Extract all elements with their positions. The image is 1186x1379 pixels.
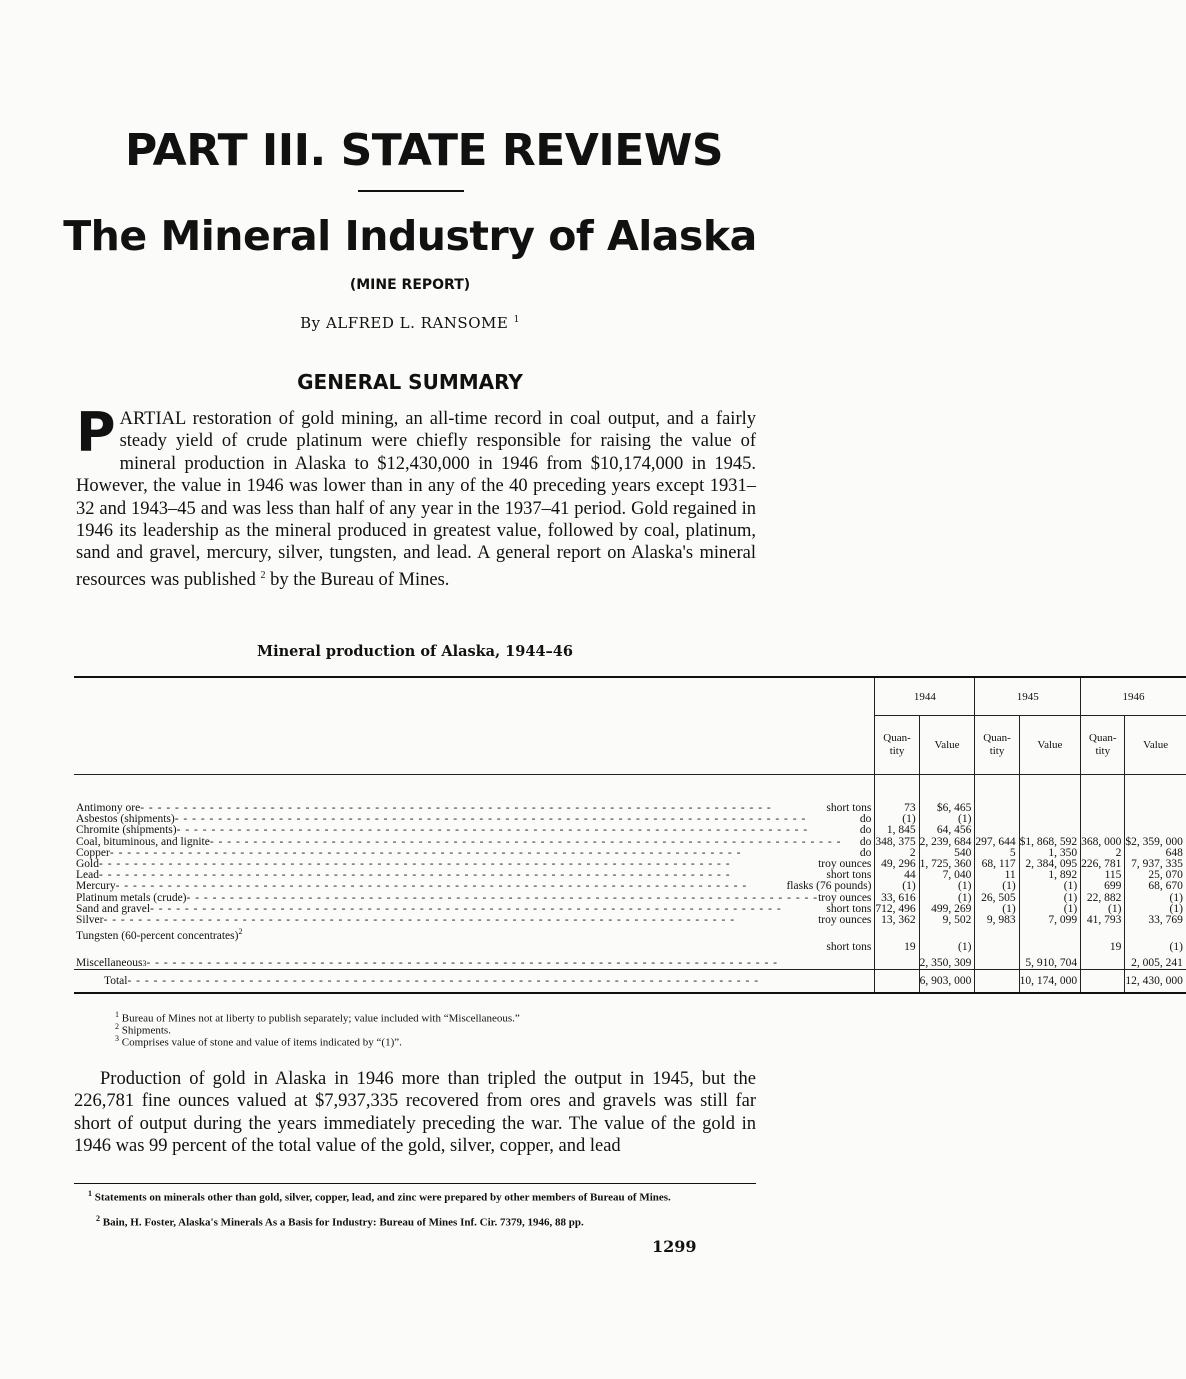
table-cell: (1): [919, 893, 975, 904]
row-unit: short tons: [826, 941, 872, 954]
table-cell: 648: [1125, 848, 1186, 859]
page-number: 1299: [652, 1237, 697, 1256]
page-footnote: $^1$ Statements on minerals other than gold, silver, copper, lead, and zinc were prepared by other members of Bureau of Mines.: [88, 1189, 671, 1204]
table-row: [74, 926, 1186, 942]
table-cell: [975, 953, 1019, 970]
row-label: [74, 915, 875, 926]
table-cell: 41, 793: [1081, 915, 1125, 926]
table-cell: [1019, 814, 1081, 825]
table-cell: (1): [919, 942, 975, 953]
value-header: Value: [1125, 716, 1186, 775]
row-label: [74, 926, 875, 942]
table-cell: 26, 505: [975, 893, 1019, 904]
table-cell: 2, 384, 095: [1019, 859, 1081, 870]
row-name: Lead: [76, 869, 99, 882]
table-cell: 1, 725, 360: [919, 859, 975, 870]
table-row: [74, 915, 1186, 926]
row-unit: short tons: [826, 869, 872, 882]
table-cell: 712, 496: [875, 904, 919, 915]
byline-author: ALFRED L. RANSOME: [325, 314, 509, 332]
table-footnote: $^1$ Bureau of Mines not at liberty to publish separately; value included with “Miscellaneous.”: [115, 1010, 520, 1025]
footnote-divider: [74, 1183, 756, 1184]
table-cell: (1): [975, 881, 1019, 892]
row-unit: troy ounces: [818, 914, 872, 927]
table-cell: [975, 970, 1019, 994]
table-cell: 9, 502: [919, 915, 975, 926]
table-cell: 19: [875, 942, 919, 953]
table-cell: [975, 814, 1019, 825]
row-name: Tungsten (60-percent concentrates): [76, 930, 239, 943]
table-cell: (1): [1125, 904, 1186, 915]
table-cell: [1125, 825, 1186, 836]
table-cell: 540: [919, 848, 975, 859]
table-cell: (1): [975, 904, 1019, 915]
table-cell: (1): [1125, 893, 1186, 904]
value-header: Value: [1019, 716, 1081, 775]
table-row: [74, 775, 1186, 815]
row-name: Miscellaneous: [76, 957, 143, 970]
table-cell: 1, 892: [1019, 870, 1081, 881]
row-label: [74, 775, 875, 815]
row-unit: do: [859, 813, 872, 826]
table-cell: 2, 350, 309: [919, 953, 975, 970]
table-row: [74, 942, 1186, 953]
table-cell: [875, 953, 919, 970]
intro-text: ARTIAL restoration of gold mining, an all-time record in coal output, and a fairly steady yield of crude platinum were chiefly responsible for raising the value of mineral production in Alaska to $12,430,000 in 1946 from $10,174,000 in 1945. However, the value in 1946 was lower than in any of the 40 preceding years except 1931–32 and 1943–45 and was less than half of any year in the 1937–41 period. Gold regained in 1946 its leadership as the mineral produced in greatest value, followed by coal, platinum, sand and gravel, mercury, silver, tungsten, and lead. A general report on Alaska's mineral resources was published: [76, 409, 756, 590]
table-cell: 1, 845: [875, 825, 919, 836]
row-name: Chromite (shipments): [76, 824, 177, 837]
table-cell: 25, 070: [1125, 870, 1186, 881]
row-name: Mercury: [76, 880, 116, 893]
table-cell: [975, 825, 1019, 836]
row-unit: short tons: [826, 902, 872, 915]
table-cell: [1125, 775, 1186, 815]
row-unit: flasks (76 pounds): [786, 880, 872, 893]
table-cell: 5, 910, 704: [1019, 953, 1081, 970]
row-name: Platinum metals (crude): [76, 891, 187, 904]
table-footnote: $^3$ Comprises value of stone and value of items indicated by “(1)”.: [115, 1034, 402, 1049]
table-cell: 7, 040: [919, 870, 975, 881]
row-name: Asbestos (shipments): [76, 813, 175, 826]
table-cell: (1): [875, 814, 919, 825]
table-cell: [919, 926, 975, 942]
table-cell: 2, 005, 241: [1125, 953, 1186, 970]
table-cell: 2: [1081, 848, 1125, 859]
table-footnote: $^2$ Shipments.: [115, 1022, 171, 1037]
table-cell: 2, 239, 684: [919, 837, 975, 848]
table-cell: [1081, 814, 1125, 825]
byline-prefix: By: [300, 314, 321, 332]
table-cell: 1, 350: [1019, 848, 1081, 859]
table-cell: (1): [1081, 904, 1125, 915]
table-cell: [1125, 926, 1186, 942]
part-title: PART III. STATE REVIEWS: [124, 125, 724, 176]
section-heading: GENERAL SUMMARY: [297, 370, 523, 394]
table-cell: 73: [875, 775, 919, 815]
row-unit: do: [859, 835, 872, 848]
table-cell: 6, 903, 000: [919, 970, 975, 994]
year-header: 1945: [975, 677, 1081, 716]
table-cell: [1019, 825, 1081, 836]
table-cell: [1019, 942, 1081, 953]
table-cell: 699: [1081, 881, 1125, 892]
row-name: Gold: [76, 858, 99, 871]
header-blank: [74, 677, 875, 775]
table-cell: 7, 937, 335: [1125, 859, 1186, 870]
table-cell: $1, 868, 592: [1019, 837, 1081, 848]
table-cell: 5: [975, 848, 1019, 859]
table-cell: 2: [875, 848, 919, 859]
table-cell: 64, 456: [919, 825, 975, 836]
table-cell: 10, 174, 000: [1019, 970, 1081, 994]
row-label: [74, 942, 875, 953]
year-header: 1946: [1081, 677, 1186, 716]
table-cell: (1): [919, 881, 975, 892]
byline-footnote-mark: 1: [513, 315, 520, 325]
row-label: [74, 953, 875, 970]
row-unit: troy ounces: [818, 858, 872, 871]
byline: [0, 314, 820, 332]
row-name: Copper: [76, 846, 110, 859]
table-cell: 226, 781: [1081, 859, 1125, 870]
row-name: Sand and gravel: [76, 902, 151, 915]
table-cell: (1): [875, 881, 919, 892]
row-footnote-mark: 2: [238, 927, 243, 937]
quantity-header: Quan- tity: [975, 716, 1019, 775]
table-cell: [975, 775, 1019, 815]
article-subtitle: (MINE REPORT): [349, 277, 471, 293]
table-cell: 68, 670: [1125, 881, 1186, 892]
body-paragraph: Production of gold in Alaska in 1946 more than tripled the output in 1945, but the 226,781 fine ounces valued at $7,937,335 recovered from ores and gravels was still far short of output during the years immediately preceding the war. The value of the gold in 1946 was 99 percent of the total value of the gold, silver, copper, and lead: [74, 1069, 756, 1157]
table-cell: 44: [875, 870, 919, 881]
drop-cap: P: [76, 401, 116, 464]
row-name: Coal, bituminous, and lignite: [76, 835, 210, 848]
table-cell: 68, 117: [975, 859, 1019, 870]
title-divider: [358, 190, 464, 192]
quantity-header: Quan- tity: [875, 716, 919, 775]
table-row: [74, 825, 1186, 836]
row-unit: short tons: [826, 802, 872, 814]
intro-footnote-mark: 2: [260, 569, 266, 581]
row-footnote-mark: 3: [142, 959, 147, 969]
table-cell: 11: [975, 870, 1019, 881]
table-cell: [1081, 825, 1125, 836]
table-cell: (1): [1125, 942, 1186, 953]
table-cell: [975, 926, 1019, 942]
value-header: Value: [919, 716, 975, 775]
year-header: 1944: [875, 677, 975, 716]
table-cell: 9, 983: [975, 915, 1019, 926]
row-label: [74, 881, 875, 892]
table-caption: Mineral production of Alaska, 1944–46: [257, 643, 573, 660]
table-cell: 13, 362: [875, 915, 919, 926]
table-cell: (1): [919, 814, 975, 825]
table-row: [74, 953, 1186, 970]
table-cell: 348, 375: [875, 837, 919, 848]
row-unit: do: [859, 824, 872, 837]
table-cell: 12, 430, 000: [1125, 970, 1186, 994]
row-unit: do: [859, 846, 872, 859]
table-cell: [1125, 814, 1186, 825]
table-cell: (1): [1019, 881, 1081, 892]
table-cell: [1019, 926, 1081, 942]
table-row: [74, 970, 1186, 994]
table-cell: $2, 359, 000: [1125, 837, 1186, 848]
row-label: [74, 970, 875, 994]
table-cell: 115: [1081, 870, 1125, 881]
row-name: Antimony ore: [76, 802, 141, 814]
table-cell: [875, 926, 919, 942]
table-cell: 19: [1081, 942, 1125, 953]
table-cell: 368, 000: [1081, 837, 1125, 848]
table-body: [74, 775, 1186, 994]
table-cell: 33, 769: [1125, 915, 1186, 926]
table-cell: [1081, 775, 1125, 815]
article-title: The Mineral Industry of Alaska: [63, 212, 757, 260]
row-label: [74, 825, 875, 836]
table-cell: [1081, 953, 1125, 970]
table-row: [74, 881, 1186, 892]
row-name: Silver: [76, 914, 104, 927]
page-footnote: $^2$ Bain, H. Foster, Alaska's Minerals As a Basis for Industry: Bureau of Mines Inf. Cir. 7379, 1946, 88 pp.: [96, 1214, 584, 1229]
intro-text-end: by the Bureau of Mines.: [270, 570, 450, 590]
table-cell: $6, 465: [919, 775, 975, 815]
table-cell: 297, 644: [975, 837, 1019, 848]
table-cell: 499, 269: [919, 904, 975, 915]
quantity-header: Quan- tity: [1081, 716, 1125, 775]
table-cell: [1081, 926, 1125, 942]
table-cell: 49, 296: [875, 859, 919, 870]
table-cell: [975, 942, 1019, 953]
table-cell: [1019, 775, 1081, 815]
table-cell: 22, 882: [1081, 893, 1125, 904]
production-table: [74, 676, 1186, 994]
table-cell: [875, 970, 919, 994]
intro-paragraph: [76, 401, 756, 591]
table-cell: 33, 616: [875, 893, 919, 904]
row-unit: troy ounces: [818, 891, 872, 904]
table-cell: 7, 099: [1019, 915, 1081, 926]
row-name: Total: [104, 974, 128, 987]
table-cell: [1081, 970, 1125, 994]
table-cell: (1): [1019, 904, 1081, 915]
table-cell: (1): [1019, 893, 1081, 904]
